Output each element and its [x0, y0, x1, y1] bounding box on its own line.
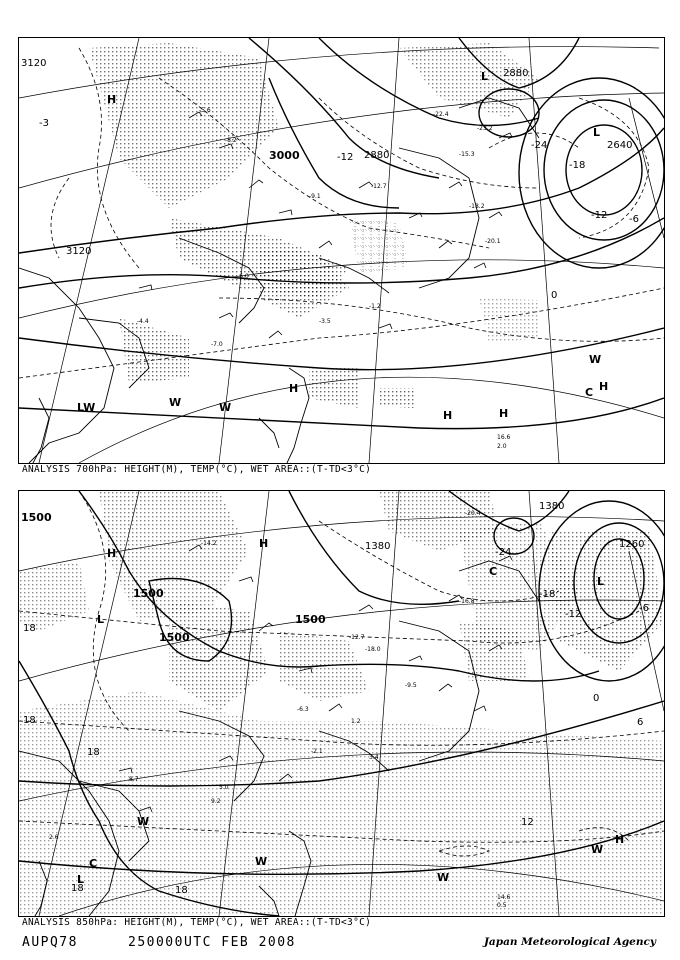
temp-label: 18 [23, 715, 36, 726]
temp-label: -3 [39, 118, 49, 129]
height-label: 2640 [607, 140, 633, 151]
station-obs: -20.4 [465, 510, 481, 517]
high-center-marker: H [599, 380, 609, 393]
station-obs: 8.7 [129, 776, 139, 783]
warm-center-marker: W [591, 843, 604, 856]
temp-label: -18 [539, 589, 556, 600]
height-label: 1500 [21, 511, 52, 524]
station-obs: -16.8 [459, 598, 475, 605]
warm-center-marker: LW [77, 401, 96, 414]
low-center-marker: L [77, 873, 85, 886]
temp-label: -12 [337, 152, 354, 163]
height-label: 3000 [269, 149, 300, 162]
high-center-marker: H [615, 833, 625, 846]
warm-center-marker: W [137, 815, 150, 828]
weather-map-700hpa [19, 38, 664, 463]
station-obs: -9.1 [309, 193, 321, 200]
station-obs: -12.7 [349, 634, 365, 641]
station-obs: 1.2 [351, 718, 361, 725]
temp-label: 18 [175, 885, 188, 896]
station-obs: -8.2 [225, 137, 237, 144]
high-center-marker: H [499, 407, 509, 420]
station-obs: -9.5 [405, 682, 417, 689]
temp-label: 6 [637, 717, 644, 728]
temp-label: 12 [521, 817, 534, 828]
station-obs: 5.0 [219, 784, 229, 791]
temp-label: -6 [639, 603, 649, 614]
height-label: 1260 [619, 539, 645, 550]
station-obs: 16.6 [497, 434, 511, 441]
station-obs: -4.4 [137, 318, 149, 325]
cold-center-marker: C [585, 386, 594, 399]
low-center-marker: L [597, 575, 605, 588]
warm-center-marker: W [255, 855, 268, 868]
station-obs: -14.2 [201, 540, 217, 547]
temp-label: -18 [569, 160, 586, 171]
temp-label: 18 [23, 623, 36, 634]
station-obs: -15.3 [459, 151, 475, 158]
height-label: 1380 [365, 541, 391, 552]
height-label: 3120 [21, 58, 47, 69]
cold-center-marker: C [489, 565, 498, 578]
station-obs: -1.2 [369, 303, 381, 310]
station-obs: -7.0 [211, 341, 223, 348]
warm-center-marker: W [219, 401, 232, 414]
temp-label: -24 [531, 140, 548, 151]
station-obs: -20.1 [485, 238, 501, 245]
station-obs: -2.1 [311, 748, 323, 755]
warm-center-marker: W [169, 396, 182, 409]
height-label: 1500 [133, 587, 164, 600]
high-center-marker: H [107, 547, 117, 560]
station-obs: -18.0 [365, 646, 381, 653]
bulletin-id: AUPQ78 [22, 935, 78, 950]
temp-label: -6 [629, 214, 639, 225]
station-obs: -6.3 [297, 706, 309, 713]
temp-label: 18 [71, 883, 84, 894]
temp-label: -12 [591, 210, 608, 221]
station-obs: -23.2 [477, 125, 493, 132]
temp-label: 18 [87, 747, 100, 758]
height-label: 1380 [539, 501, 565, 512]
station-obs: 2.0 [497, 443, 507, 450]
station-obs: 0.5 [497, 902, 507, 909]
height-label: 1500 [295, 613, 326, 626]
high-center-marker: H [107, 93, 117, 106]
cold-center-marker: C [89, 857, 98, 870]
low-center-marker: L [481, 70, 489, 83]
temp-label: 0 [551, 290, 558, 301]
temp-label: -24 [495, 547, 512, 558]
map-panel-700hpa [18, 37, 665, 464]
station-obs: -12.7 [371, 183, 387, 190]
station-obs: -6.0 [237, 273, 249, 280]
low-center-marker: L [593, 126, 601, 139]
temp-label: 0 [593, 693, 600, 704]
high-center-marker: H [259, 537, 269, 550]
high-center-marker: H [443, 409, 453, 422]
panel-caption-700hpa: ANALYSIS 700hPa: HEIGHT(M), TEMP(°C), WET AREA::(T-TD<3°C) [22, 464, 372, 475]
temp-label: -12 [565, 609, 582, 620]
map-panel-850hpa [18, 490, 665, 917]
warm-center-marker: W [589, 353, 602, 366]
low-center-marker: L [97, 613, 105, 626]
height-label: 2880 [364, 150, 390, 161]
station-obs: -18.2 [469, 203, 485, 210]
weather-map-850hpa [19, 491, 664, 916]
station-obs: -3.5 [319, 318, 331, 325]
height-label: 2880 [503, 68, 529, 79]
agency-credit: Japan Meteorological Agency [483, 936, 656, 948]
height-label: 3120 [66, 246, 92, 257]
station-obs: 14.6 [497, 894, 511, 901]
issue-time: 250000UTC FEB 2008 [128, 935, 296, 950]
station-obs: -5.6 [199, 107, 211, 114]
station-obs: 9.2 [211, 798, 221, 805]
warm-center-marker: W [437, 871, 450, 884]
station-obs: -22.4 [433, 111, 449, 118]
station-obs: 3.4 [369, 754, 379, 761]
height-label: 1500 [159, 631, 190, 644]
panel-caption-850hpa: ANALYSIS 850hPa: HEIGHT(M), TEMP(°C), WET AREA::(T-TD<3°C) [22, 917, 372, 928]
high-center-marker: H [289, 382, 299, 395]
station-obs: 2.6 [49, 834, 59, 841]
